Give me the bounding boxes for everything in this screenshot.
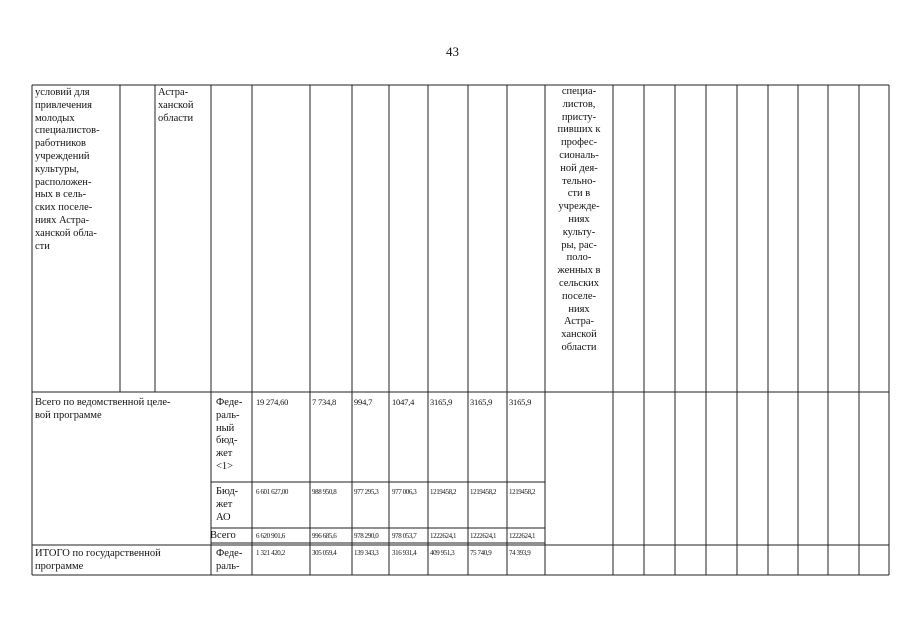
goal-indicator-cell: специа- листов, присту- пивших к профес- сиональ- ной дея- тельно- сти в учрежде- ниях культу- ры, рас- поло- женных в сельских поселе- ниях Астра- ханской области [557, 86, 601, 353]
state-federal-budget-value: 74 393,9 [509, 549, 531, 557]
total-budget-value: 1222624,1 [509, 532, 536, 540]
regional-budget-value: 6 601 627,00 [256, 488, 288, 496]
federal-budget-value: 19 274,60 [256, 398, 289, 407]
total-budget-value: 978 290,0 [354, 532, 379, 540]
total-budget-value: 1222624,1 [430, 532, 457, 540]
federal-budget-value: 3165,9 [509, 398, 532, 407]
federal-budget-value: 994,7 [354, 398, 373, 407]
regional-budget-value: 977 295,3 [354, 488, 379, 496]
funding-source-regional: Бюд- жет АО [216, 486, 239, 523]
state-federal-budget-value: 75 740,9 [470, 549, 492, 557]
federal-budget-value: 3165,9 [470, 398, 493, 407]
state-federal-budget-value: 409 951,3 [430, 549, 455, 557]
state-federal-budget-value: 139 343,3 [354, 549, 379, 557]
federal-budget-value: 7 734,8 [312, 398, 337, 407]
regional-budget-value: 988 950,8 [312, 488, 337, 496]
funding-source-federal: Феде- раль- ный бюд- жет <1> [216, 397, 243, 472]
state-program-label: ИТОГО по государственной программе [35, 548, 161, 572]
total-budget-value: 1222624,1 [470, 532, 497, 540]
state-federal-budget-value: 316 931,4 [392, 549, 417, 557]
regional-budget-value: 1219458,2 [430, 488, 457, 496]
funding-source-federal-2: Феде- раль- [216, 548, 243, 572]
goal-task-cell: условий для привлечения молодых специалистов- работников учреждений культуры, расположен- ных в сель- ских поселе- ниях Астра- ханской обла- сти [35, 87, 100, 252]
total-budget-value: 6 620 901,6 [256, 532, 285, 540]
state-federal-budget-value: 305 059,4 [312, 549, 337, 557]
funding-source-total: Всего [210, 530, 236, 541]
total-budget-value: 996 685,6 [312, 532, 337, 540]
total-budget-value: 978 053,7 [392, 532, 417, 540]
regional-budget-value: 1219458,2 [509, 488, 536, 496]
total-program-label: Всего по ведомственной целе- вой программе [35, 397, 171, 421]
federal-budget-value: 1047,4 [392, 398, 415, 407]
goal-executor-cell: Астра- ханской области [158, 87, 194, 124]
federal-budget-value: 3165,9 [430, 398, 453, 407]
regional-budget-value: 1219458,2 [470, 488, 497, 496]
state-federal-budget-value: 1 321 420,2 [256, 549, 285, 557]
regional-budget-value: 977 006,3 [392, 488, 417, 496]
page-number: 43 [446, 44, 459, 59]
